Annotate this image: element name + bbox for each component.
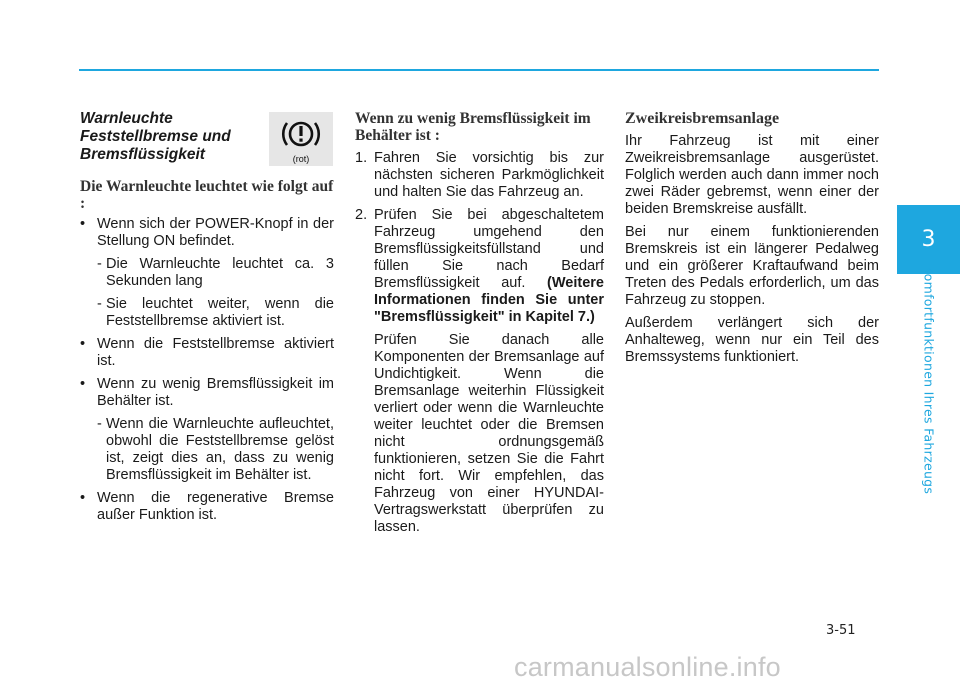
column-brake-fluid	[355, 110, 604, 542]
list-item: • Wenn die Feststellbremse aktiviert ist.	[80, 336, 334, 369]
paragraph: Außerdem verlängert sich der Anhalteweg, wenn nur ein Teil des Bremssystems funktioniert.	[625, 315, 879, 365]
warning-light-subheading: Die Warnleuchte leuchtet wie folgt auf :	[80, 178, 334, 212]
list-subitem: - Wenn die Warnleuchte aufleuchtet, obwohl die Feststellbremse gelöst ist, zeigt dies an, dass zu wenig Bremsflüssigkeit im Behälter ist.	[97, 416, 334, 483]
step-item: 2. Prüfen Sie bei abgeschaltetem Fahrzeug umgehend den Bremsflüssigkeitsfüllstand und füllen Sie nach Bedarf Bremsflüssigkeit auf. (Weitere Informationen finden Sie unter "Bremsflüssigkeit" in Kapitel 7.)	[355, 207, 604, 325]
dual-circuit-heading: Zweikreisbremsanlage	[625, 110, 780, 127]
chapter-tab	[897, 205, 960, 274]
paragraph: Ihr Fahrzeug ist mit einer Zweikreisbremsanlage ausgerüstet. Folglich werden auch dann immer noch zwei Räder gebremst, wenn einer der beiden Bremskreise ausfällt.	[625, 133, 879, 217]
chapter-label: Komfortfunktionen Ihres Fahrzeugs	[921, 265, 937, 495]
column-dual-circuit	[625, 110, 879, 372]
list-subitem: - Sie leuchtet weiter, wenn die Feststellbremse aktiviert ist.	[97, 296, 334, 329]
step-continuation: Prüfen Sie danach alle Komponenten der Bremsanlage auf Undichtigkeit. Wenn die Bremsanlage weiterhin Flüssigkeit verliert oder wenn die Warnleuchte weiter leuchtet oder die Bremsen nicht ordnungsgemäß funktionieren, setzen Sie die Fahrt nicht fort. Wir empfehlen, das Fahrzeug von einer HYUNDAI-Vertragswerkstatt überprüfen zu lassen.	[374, 332, 604, 535]
list-item: • Wenn zu wenig Bremsflüssigkeit im Behälter ist.	[80, 376, 334, 409]
list-item: • Wenn sich der POWER-Knopf in der Stellung ON befindet.	[80, 216, 334, 249]
icon-caption: (rot)	[292, 154, 310, 164]
warning-light-title: Warnleuchte Feststellbremse und Bremsflüssigkeit	[80, 110, 231, 163]
chapter-number: 3	[921, 227, 936, 252]
chapter-reference: (Weitere Informationen finden Sie unter "Bremsflüssigkeit" in Kapitel 7.)	[374, 275, 604, 325]
paragraph: Bei nur einem funktionierenden Bremskreis ist ein längerer Pedalweg und ein größerer Kraftaufwand beim Treten des Pedals erforderlich, um das Fahrzeug zu stoppen.	[625, 224, 879, 308]
header-rule	[79, 69, 879, 71]
column-warning-light	[80, 110, 334, 530]
page-number: 3-51	[826, 623, 856, 638]
warning-light-header	[80, 110, 334, 166]
brake-warning-icon	[269, 112, 333, 166]
watermark: carmanualsonline.info	[514, 652, 781, 682]
step-item: 1. Fahren Sie vorsichtig bis zur nächsten sicheren Parkmöglichkeit und halten Sie das Fahrzeug an.	[355, 150, 604, 200]
list-item: • Wenn die regenerative Bremse außer Funktion ist.	[80, 490, 334, 523]
brake-fluid-heading: Wenn zu wenig Bremsflüssigkeit im Behälter ist :	[355, 110, 591, 144]
list-subitem: - Die Warnleuchte leuchtet ca. 3 Sekunden lang	[97, 256, 334, 289]
